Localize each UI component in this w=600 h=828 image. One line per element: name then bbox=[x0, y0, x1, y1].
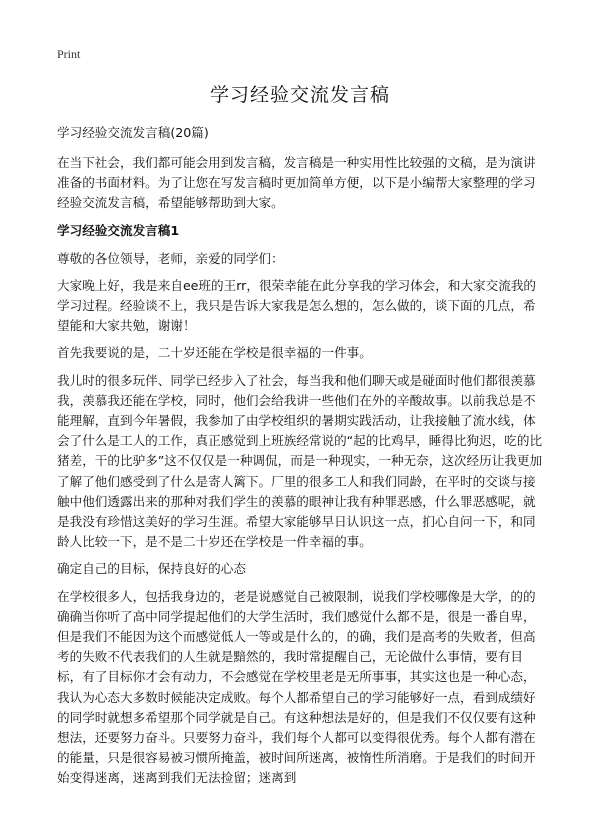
goal-heading-paragraph: 确定自己的目标，保持良好的心态 bbox=[57, 561, 246, 577]
greeting-paragraph: 大家晚上好，我是来自ee班的王rr，很荣幸能在此分享我的学习体会，和大家交流我的学习过程。经验谈不上，我只是告诉大家我是怎么想的，怎么做的，谈下面的几点，希望能和大家共勉，谢谢！ bbox=[57, 277, 537, 334]
document-title: 学习经验交流发言稿 bbox=[209, 84, 390, 106]
document-subtitle: 学习经验交流发言稿(20篇) bbox=[57, 125, 209, 140]
document-body bbox=[57, 153, 545, 796]
first-point-paragraph: 首先我要说的是，二十岁还能在学校是很幸福的一件事。 bbox=[57, 345, 372, 361]
salutation-paragraph: 尊敬的各位领导，老师，亲爱的同学们： bbox=[57, 250, 284, 266]
goal-paragraph: 在学校很多人，包括我身边的，老是说感觉自己被限制，说我们学校哪像是大学，的的确确当你听了高中同学提起他们的大学生活时，我们感觉什么都不是，很是一番自卑，但是我们不能因为这个而感觉低人一等或是什么的，的确，我们是高考的失败者，但高考的失败不代表我们的人生就是黯然的，我时常提醒自己，无论做什么事情，要有目标，有了目标你才会有动力，不会感觉在学校里老是无所事事，其实这也是一种心态，我认为心态大多数时候能决定成败。每个人都希望自己的学习能够好一点，看到成绩好的同学时就想多希望那个同学就是自己。有这种想法是好的，但是我们不仅仅要有这种想法，还要努力奋斗。只要努力奋斗，我们每个人都可以变得很优秀。每个人都有潜在的能量，只是很容易被习惯所掩盖，被时间所迷离，被惰性所消磨。于是我们的时间开始变得迷离，迷离到我们无法捡留；迷离到 bbox=[57, 588, 536, 786]
story-paragraph: 我儿时的很多玩伴、同学已经步入了社会，每当我和他们聊天或是碰面时他们都很羡慕我，羡慕我还能在学校，同时，他们会给我讲一些他们在外的辛酸故事。以前我总是不能理解，直到今年暑假，我参加了由学校组织的暑期实践活动，让我接触了流水线，体会了什么是工人的工作，真正感觉到上班族经常说的“起的比鸡早，睡得比狗迟，吃的比猪差，干的比驴多”这不仅仅是一种调侃，而是一种现实，一种无奈，这次经历让我更加了解了他们感受到了什么是寄人篱下。厂里的很多工人和我们同龄，在平时的交谈与接触中他们透露出来的那种对我们学生的羡慕的眼神让我有种罪恶感，什么罪恶感呢，就是我没有珍惜这美好的学习生涯。希望大家能够早日认识这一点，扪心自问一下，和同龄人比较一下，是不是二十岁还在学校是一件幸福的事。 bbox=[57, 372, 543, 550]
print-link[interactable]: Print bbox=[57, 47, 81, 61]
section-heading: 学习经验交流发言稿1 bbox=[57, 222, 180, 238]
intro-paragraph: 在当下社会，我们都可能会用到发言稿，发言稿是一种实用性比较强的文稿，是为演讲准备的书面材料。为了让您在写发言稿时更加简单方便，以下是小编帮大家整理的学习经验交流发言稿，希望能够帮助到大家。 bbox=[57, 155, 536, 211]
